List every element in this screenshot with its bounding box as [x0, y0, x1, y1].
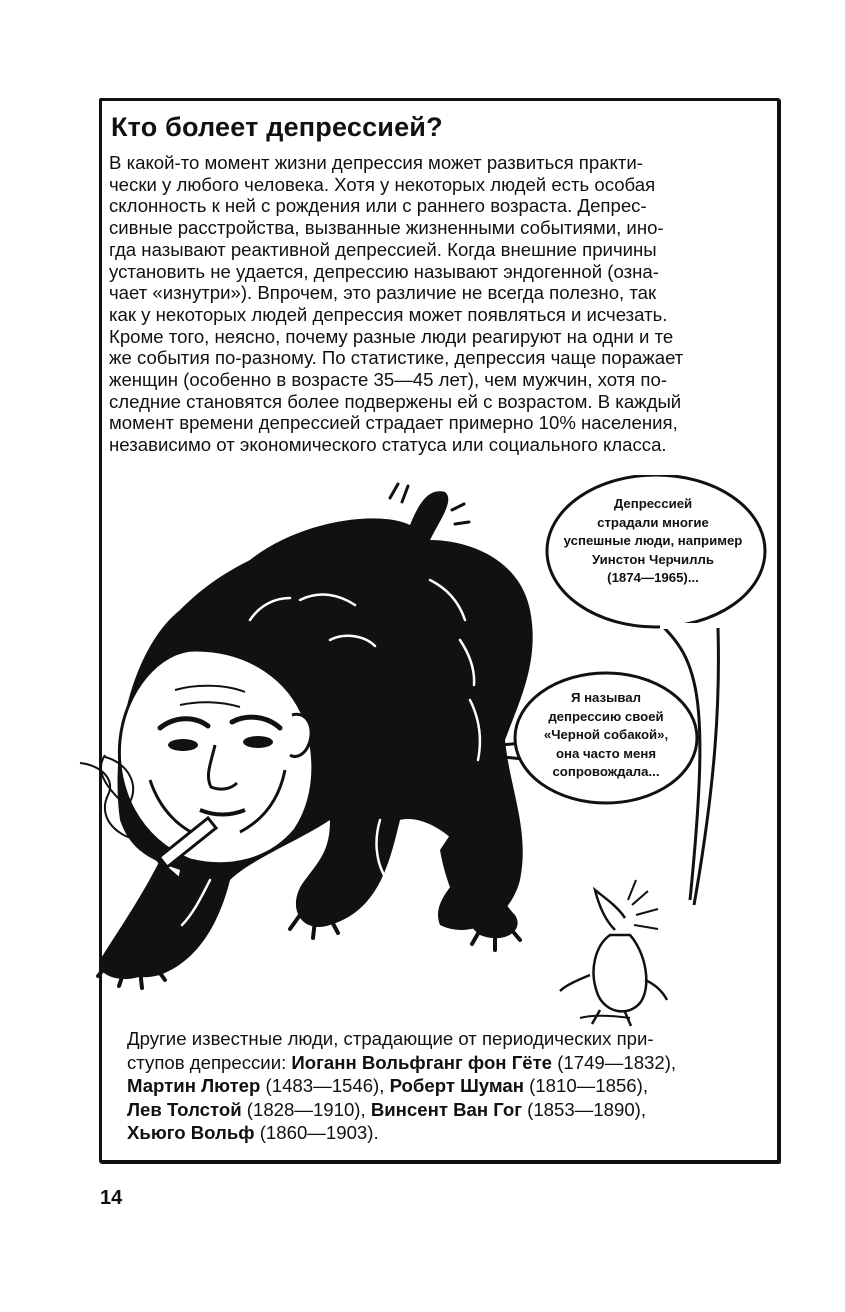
- outro-line: [127, 1074, 767, 1098]
- outro-text: Другие известные люди, страдающие от периодических при-: [127, 1028, 654, 1049]
- bubble-line: (1874—1965)...: [607, 570, 699, 585]
- bubble-line: страдали многие: [597, 514, 709, 530]
- intro-line: Кроме того, неясно, почему разные люди реагируют на одни и те: [109, 325, 674, 347]
- intro-line: склонность к ней с рождения или с раннего возраста. Депрес-: [109, 195, 647, 217]
- bubble-line: Я называл: [570, 690, 642, 705]
- bubble-line: Уинстон Черчилль: [591, 551, 715, 567]
- intro-paragraph: [109, 152, 757, 456]
- intro-line: чает «изнутри»). Впрочем, это различие не всегда полезно, так: [109, 282, 657, 304]
- narrator-bubble-text: [553, 495, 753, 588]
- intro-line: же события по-разному. По статистике, депрессия чаще поражает: [109, 347, 684, 369]
- small-figure-drawing: [560, 880, 667, 1026]
- outro-line: [127, 1051, 767, 1075]
- outro-line: [127, 1098, 767, 1122]
- intro-line: чески у любого человека. Хотя у некоторых людей есть особая: [109, 173, 656, 195]
- person-years: (1853—1890),: [521, 1098, 647, 1120]
- intro-line: сивные расстройства, вызванные жизненными событиями, ино-: [109, 217, 664, 239]
- bubble-line: она часто меня: [555, 745, 657, 761]
- intro-line: как у некоторых людей депрессия может появляться и исчезать.: [109, 303, 668, 325]
- intro-line: момент времени депрессией страдает примерно 10% населения,: [109, 412, 678, 434]
- intro-line: независимо от экономического статуса или социального класса.: [109, 434, 667, 456]
- person-name: Иоганн Вольфганг фон Гёте: [291, 1051, 553, 1073]
- bubble-line: депрессию своей: [548, 708, 664, 724]
- person-name: Мартин Лютер: [127, 1075, 261, 1097]
- churchill-bubble-text: [528, 689, 684, 782]
- person-name: Лев Толстой: [127, 1098, 242, 1120]
- bubble-line: «Черной собакой»,: [543, 727, 669, 742]
- outro-text: ступов депрессии:: [127, 1051, 292, 1073]
- intro-line: гда называют реактивной депрессией. Когда внешние причины: [109, 238, 657, 260]
- page-number: 14: [100, 1187, 123, 1209]
- bubble-line: Депрессией: [613, 496, 693, 511]
- person-years: (1483—1546),: [260, 1075, 390, 1097]
- bubble-line: успешные люди, например: [563, 533, 743, 548]
- outro-line: [127, 1027, 767, 1051]
- intro-line: В какой-то момент жизни депрессия может развиться практи-: [109, 152, 643, 173]
- bubble-line: сопровождала...: [552, 764, 660, 779]
- page-title: Кто болеет депрессией?: [111, 112, 443, 142]
- outro-line: [127, 1121, 767, 1145]
- intro-line: женщин (особенно в возрасте 35—45 лет), чем мужчин, хотя по-: [109, 369, 668, 391]
- famous-people-paragraph: [127, 1027, 767, 1145]
- person-name: Роберт Шуман: [389, 1075, 524, 1097]
- person-years: (1749—1832),: [552, 1051, 677, 1073]
- person-years: (1828—1910),: [241, 1098, 371, 1120]
- person-name: Винсент Ван Гог: [370, 1098, 522, 1120]
- person-years: (1860—1903).: [254, 1122, 379, 1144]
- person-name: Хьюго Вольф: [127, 1122, 255, 1144]
- intro-line: следние становятся более подвержены ей с возрастом. В каждый: [109, 390, 682, 412]
- person-years: (1810—1856),: [523, 1075, 648, 1097]
- intro-line: установить не удается, депрессию называют эндогенной (озна-: [109, 260, 659, 282]
